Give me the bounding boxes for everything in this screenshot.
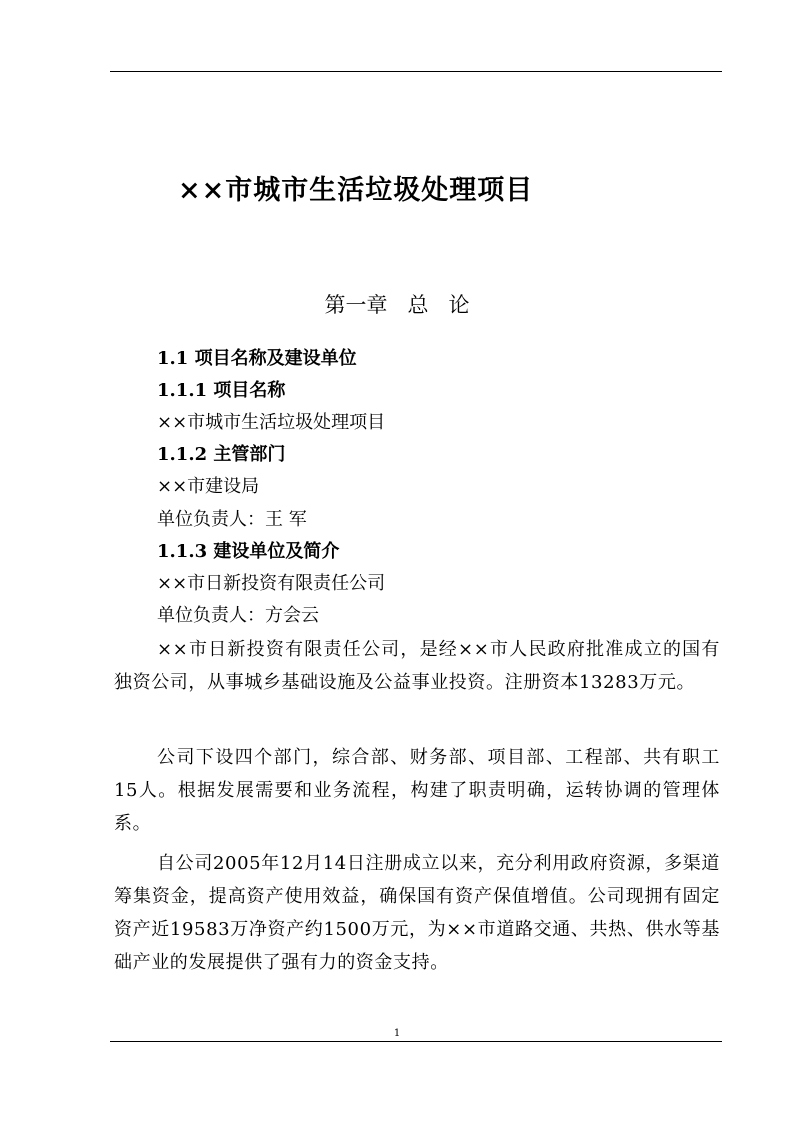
department-leader-text: 单位负责人：王 军 [157, 509, 307, 530]
chapter-title: 第一章 总 论 [324, 293, 470, 317]
paragraph-company-intro: ××市日新投资有限责任公司，是经××市人民政府批准成立的国有独资公司，从事城乡基础设施及公益事业投资。注册资本13283万元。 [114, 639, 720, 693]
section-heading-1-1-2: 1.1.2 主管部门 [157, 444, 286, 465]
builder-text: ××市日新投资有限责任公司 [157, 573, 386, 594]
document-title: ××市城市生活垃圾处理项目 [178, 175, 534, 206]
paragraph-departments: 公司下设四个部门，综合部、财务部、项目部、工程部、共有职工15人。根据发展需要和业务流程，构建了职责明确，运转协调的管理体系。 [114, 747, 720, 834]
builder-leader-text: 单位负责人：方会云 [157, 605, 319, 626]
footer-rule [110, 1041, 722, 1042]
header-rule [110, 71, 722, 72]
section-heading-1-1-3: 1.1.3 建设单位及简介 [157, 541, 340, 562]
project-name-text: ××市城市生活垃圾处理项目 [157, 412, 386, 433]
department-text: ××市建设局 [157, 476, 260, 497]
page-number: 1 [393, 1028, 401, 1039]
paragraph-history: 自公司2005年12月14日注册成立以来，充分利用政府资源，多渠道筹集资金，提高资产使用效益，确保国有资产保值增值。公司现拥有固定资产近19583万净资产约1500万元，为××市道路交通、共热、供水等基础产业的发展提供了强有力的资金支持。 [114, 853, 720, 973]
section-heading-1-1-1: 1.1.1 项目名称 [157, 380, 286, 401]
section-heading-1-1: 1.1 项目名称及建设单位 [157, 348, 357, 369]
